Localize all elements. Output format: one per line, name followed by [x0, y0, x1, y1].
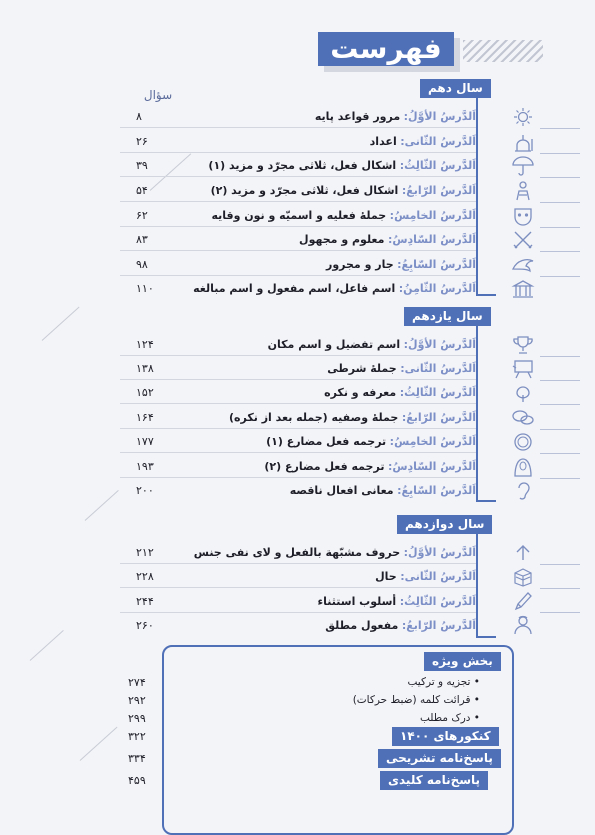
- konkur-1400-band[interactable]: کنکورهای ۱۴۰۰: [392, 727, 499, 746]
- icon-rule: [540, 153, 580, 154]
- toc-entry[interactable]: اَلدَّرسُ الأوَّلُ: حروف مشبّهة بالفعل و لای نفی جنس ۲۱۲: [120, 543, 476, 564]
- page-number: ۵۴: [136, 184, 148, 197]
- toc-entry[interactable]: اَلدَّرسُ السّابِعُ: جار و مجرور ۹۸: [120, 255, 476, 276]
- coin-icon: [510, 431, 536, 453]
- toc-entry[interactable]: اَلدَّرسُ الثّالِثُ: أسلوب استثناء ۲۴۴: [120, 592, 476, 613]
- section-bracket-cap: [476, 636, 496, 638]
- icon-rule: [540, 478, 580, 479]
- page-number: ۲۰۰: [136, 484, 154, 497]
- toc-entry[interactable]: اَلدَّرسُ السّادِسُ: معلوم و مجهول ۸۳: [120, 230, 476, 251]
- icon-rule: [540, 380, 580, 381]
- mosque-icon: [510, 131, 536, 153]
- special-item[interactable]: • قرائت کلمه (ضبط حرکات): [352, 694, 480, 706]
- page-number: ۱۵۲: [136, 386, 154, 399]
- toc-entry[interactable]: اَلدَّرسُ الخامِسُ: جملهٔ فعلیه و اسمیّه و نون وقایه ۶۲: [120, 206, 476, 227]
- descriptive-answers-band[interactable]: پاسخ‌نامه تشریحی: [378, 749, 501, 768]
- page-number: ۲۴۴: [136, 595, 154, 608]
- pen-icon: [510, 590, 536, 612]
- trophy-icon: [510, 334, 536, 356]
- icon-rule: [540, 612, 580, 613]
- page-title: فهرست: [318, 32, 454, 66]
- icon-rule: [540, 128, 580, 129]
- page-number: ۱۲۴: [136, 338, 154, 351]
- section-grade-10-band: سال دهم: [420, 79, 491, 98]
- ear-icon: [510, 480, 536, 502]
- icon-rule: [540, 202, 580, 203]
- page-number: ۸: [136, 110, 142, 123]
- page-number: ۴۵۹: [128, 774, 146, 787]
- page-number: ۲۶: [136, 135, 148, 148]
- toc-entry[interactable]: اَلدَّرسُ الأوَّلُ: مرور قواعد پایه ۸: [120, 107, 476, 128]
- temple-icon: [510, 278, 536, 300]
- page-number: ۱۹۳: [136, 460, 154, 473]
- page-number: ۲۱۲: [136, 546, 154, 559]
- toc-entry[interactable]: اَلدَّرسُ الخامِسُ: ترجمه فعل مضارع (۱) ۱۷۷: [120, 432, 476, 453]
- veiled-woman-icon: [510, 456, 536, 478]
- toc-entry[interactable]: اَلدَّرسُ الثّالِثُ: معرفه و نکره ۱۵۲: [120, 383, 476, 404]
- icon-rule: [540, 227, 580, 228]
- icon-rule: [540, 429, 580, 430]
- section-bracket: [476, 326, 478, 500]
- section-grade-12-band: سال دوازدهم: [397, 515, 492, 534]
- toc-entry[interactable]: اَلدَّرسُ الأوَّلُ: اسم تفضیل و اسم مکان ۱۲۴: [120, 335, 476, 356]
- decorative-hatch: [30, 630, 64, 661]
- page-number: ۸۳: [136, 233, 148, 246]
- sun-icon: [510, 106, 536, 128]
- toc-entry[interactable]: اَلدَّرسُ الثّانی: اعداد ۲۶: [120, 132, 476, 153]
- crossed-swords-icon: [510, 229, 536, 251]
- special-section-band: بخش ویژه: [424, 652, 501, 671]
- page-number: ۲۷۴: [128, 676, 146, 689]
- person-headscarf-icon: [510, 614, 536, 636]
- page-number: ۲۲۸: [136, 570, 154, 583]
- decorative-hatch: [85, 490, 119, 521]
- page-number: ۲۶۰: [136, 619, 154, 632]
- umbrella-icon: [510, 155, 536, 177]
- section-bracket-cap: [476, 500, 496, 502]
- kaaba-icon: [510, 566, 536, 588]
- icon-rule: [540, 404, 580, 405]
- page-number: ۱۶۴: [136, 411, 154, 424]
- icon-rule: [540, 251, 580, 252]
- page-number: ۶۲: [136, 209, 148, 222]
- toc-entry[interactable]: اَلدَّرسُ السّادِسُ: ترجمه فعل مضارع (۲) ۱۹۳: [120, 457, 476, 478]
- page-title-box: [318, 32, 460, 72]
- tree-icon: [510, 382, 536, 404]
- toc-entry[interactable]: اَلدَّرسُ الثّانی: حال ۲۲۸: [120, 567, 476, 588]
- toc-entry[interactable]: اَلدَّرسُ السّابِعُ: معانی افعال ناقصه ۲۰۰: [120, 481, 476, 501]
- decorative-hatch: [42, 307, 80, 341]
- question-column-header: سؤال: [143, 88, 173, 102]
- icon-rule: [540, 177, 580, 178]
- special-item[interactable]: • تجزیه و ترکیب: [407, 676, 480, 688]
- speech-bubbles-icon: [510, 407, 536, 429]
- figure-icon: [510, 180, 536, 202]
- page-number: ۳۳۴: [128, 752, 146, 765]
- section-bracket: [476, 534, 478, 636]
- toc-entry[interactable]: اَلدَّرسُ الثّالِثُ: اشکال فعل، ثلاثی مجرّد و مزید (۱) ۳۹: [120, 156, 476, 177]
- icon-rule: [540, 356, 580, 357]
- icon-rule: [540, 453, 580, 454]
- toc-entry[interactable]: اَلدَّرسُ الثّامِنُ: اسم فاعل، اسم مفعول و اسم مبالغه ۱۱۰: [120, 279, 476, 299]
- icon-rule: [540, 564, 580, 565]
- page-number: ۱۳۸: [136, 362, 154, 375]
- section-grade-11-band: سال یازدهم: [404, 307, 491, 326]
- title-stripes: [463, 40, 543, 62]
- icon-rule: [540, 588, 580, 589]
- answer-key-band[interactable]: پاسخ‌نامه کلیدی: [380, 771, 488, 790]
- dolphin-icon: [510, 254, 536, 276]
- section-bracket: [476, 98, 478, 294]
- page-number: ۲۹۲: [128, 694, 146, 707]
- page-number: ۳۲۲: [128, 730, 146, 743]
- page-number: ۳۹: [136, 159, 148, 172]
- page-number: ۱۱۰: [136, 282, 154, 295]
- icon-rule: [540, 276, 580, 277]
- toc-entry[interactable]: اَلدَّرسُ الثّانی: جملهٔ شرطی ۱۳۸: [120, 359, 476, 380]
- special-item[interactable]: • درک مطلب: [419, 712, 480, 724]
- arrow-up-icon: [510, 541, 536, 563]
- page-number: ۱۷۷: [136, 435, 154, 448]
- mask-icon: [510, 205, 536, 227]
- page-number: ۹۸: [136, 258, 148, 271]
- toc-entry[interactable]: اَلدَّرسُ الرّابعُ: مفعول مطلق ۲۶۰: [120, 616, 476, 636]
- page-number: ۲۹۹: [128, 712, 146, 725]
- whiteboard-icon: [510, 358, 536, 380]
- toc-entry[interactable]: اَلدَّرسُ الرّابعُ: اشکال فعل، ثلاثی مجرّد و مزید (۲) ۵۴: [120, 181, 476, 202]
- toc-entry[interactable]: اَلدَّرسُ الرّابعُ: جملهٔ وصفیه (جمله بعد از نکره) ۱۶۴: [120, 408, 476, 429]
- section-bracket-cap: [476, 294, 496, 296]
- decorative-hatch: [80, 727, 118, 761]
